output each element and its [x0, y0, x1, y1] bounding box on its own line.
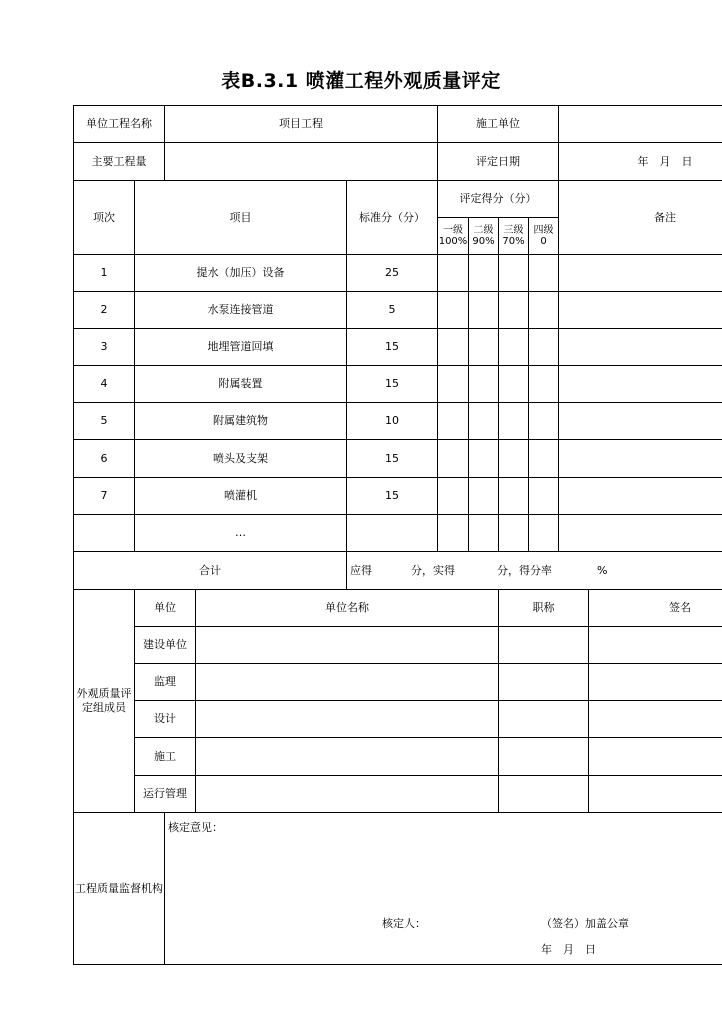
score-cell[interactable]: [438, 255, 469, 292]
table-row: [74, 292, 722, 329]
score-cell[interactable]: [438, 478, 469, 515]
committee-title-cell[interactable]: [499, 776, 589, 813]
approval-date-label: 年 月 日: [541, 943, 596, 956]
score-cell[interactable]: [499, 292, 529, 329]
score-cell[interactable]: [499, 329, 529, 366]
item-name: 水泵连接管道: [135, 292, 347, 329]
table-row: [74, 440, 722, 478]
item-name: 地埋管道回填: [135, 329, 347, 366]
committee-group-label: 外观质量评定组成员: [74, 590, 135, 813]
committee-title-cell[interactable]: [499, 701, 589, 738]
item-name: 喷头及支架: [135, 440, 347, 478]
total-percent-label: %: [597, 563, 608, 577]
committee-unit-name-cell[interactable]: [196, 738, 499, 776]
committee-row: [74, 664, 722, 701]
item-standard-score: 15: [347, 366, 438, 403]
committee-unit-header: 单位: [135, 590, 196, 627]
item-standard-score: 15: [347, 440, 438, 478]
score-cell[interactable]: [499, 255, 529, 292]
col-level2: 二级 90%: [469, 218, 499, 255]
eval-date-label: 评定日期: [438, 143, 559, 181]
unit-project-value[interactable]: 项目工程: [165, 106, 438, 143]
committee-signature-cell[interactable]: [589, 701, 722, 738]
committee-role: 建设单位: [135, 627, 196, 664]
score-cell[interactable]: [499, 403, 529, 440]
col-item-no: 项次: [74, 181, 135, 255]
score-cell[interactable]: [469, 403, 499, 440]
item-no: 2: [74, 292, 135, 329]
item-standard-score: 15: [347, 478, 438, 515]
score-cell[interactable]: [438, 329, 469, 366]
opinion-label: 核定意见：: [168, 821, 223, 834]
item-name: 提水（加压）设备: [135, 255, 347, 292]
table-row: [74, 366, 722, 403]
item-standard-score: 10: [347, 403, 438, 440]
score-cell[interactable]: [438, 366, 469, 403]
remark-cell[interactable]: [559, 478, 722, 515]
col-remark: 备注: [559, 181, 722, 255]
construction-unit-value[interactable]: [559, 106, 722, 143]
item-name: 附属装置: [135, 366, 347, 403]
col-level3: 三级 70%: [499, 218, 529, 255]
total-rate-label: 分，得分率: [497, 563, 552, 577]
committee-role: 设计: [135, 701, 196, 738]
score-cell[interactable]: [529, 255, 559, 292]
item-no: 5: [74, 403, 135, 440]
committee-title-cell[interactable]: [499, 627, 589, 664]
remark-cell[interactable]: [559, 255, 722, 292]
score-cell[interactable]: [469, 515, 499, 552]
col-standard: 标准分（分）: [347, 181, 438, 255]
table-row: [74, 329, 722, 366]
score-cell[interactable]: [438, 515, 469, 552]
committee-signature-header: 签名: [589, 590, 722, 627]
remark-cell[interactable]: [559, 515, 722, 552]
score-cell[interactable]: [469, 292, 499, 329]
committee-unit-name-cell[interactable]: [196, 664, 499, 701]
approver-label: 核定人：: [382, 917, 426, 930]
construction-unit-label: 施工单位: [438, 106, 559, 143]
committee-role: 施工: [135, 738, 196, 776]
item-name: 附属建筑物: [135, 403, 347, 440]
committee-role: 监理: [135, 664, 196, 701]
score-cell[interactable]: [469, 329, 499, 366]
item-name: …: [135, 515, 347, 552]
score-cell[interactable]: [499, 478, 529, 515]
total-row: [74, 552, 722, 590]
committee-title-cell[interactable]: [499, 738, 589, 776]
committee-title-cell[interactable]: [499, 664, 589, 701]
total-actual-label: 分，实得: [411, 563, 455, 577]
eval-date-value[interactable]: 年 月 日: [559, 143, 722, 181]
committee-signature-cell[interactable]: [589, 664, 722, 701]
remark-cell[interactable]: [559, 329, 722, 366]
committee-unit-name-cell[interactable]: [196, 776, 499, 813]
committee-title-header: 职称: [499, 590, 589, 627]
col-score: 评定得分（分）: [438, 181, 559, 218]
committee-row: [74, 776, 722, 813]
remark-cell[interactable]: [559, 366, 722, 403]
committee-unit-name-cell[interactable]: [196, 627, 499, 664]
remark-cell[interactable]: [559, 403, 722, 440]
item-no: 7: [74, 478, 135, 515]
supervision-opinion-cell[interactable]: [165, 813, 722, 965]
supervision-label: 工程质量监督机构: [74, 813, 165, 965]
score-cell[interactable]: [529, 292, 559, 329]
score-cell[interactable]: [438, 403, 469, 440]
page-title: 表B.3.1 喷灌工程外观质量评定: [221, 70, 501, 92]
item-name: 喷灌机: [135, 478, 347, 515]
col-level1: 一级 100%: [438, 218, 469, 255]
total-label: 合计: [74, 552, 347, 590]
score-cell[interactable]: [469, 440, 499, 478]
score-cell[interactable]: [529, 440, 559, 478]
item-standard-score: [347, 515, 438, 552]
committee-row: [74, 738, 722, 776]
quality-evaluation-table: [73, 105, 722, 965]
total-should-label: 应得: [350, 563, 372, 577]
score-cell[interactable]: [529, 329, 559, 366]
committee-unit-name-header: 单位名称: [196, 590, 499, 627]
item-standard-score: 5: [347, 292, 438, 329]
unit-project-label: 单位工程名称: [74, 106, 165, 143]
item-no: [74, 515, 135, 552]
committee-row: [74, 627, 722, 664]
item-no: 1: [74, 255, 135, 292]
score-cell[interactable]: [529, 366, 559, 403]
score-cell[interactable]: [438, 440, 469, 478]
seal-label: （签名）加盖公章: [541, 917, 629, 930]
score-cell[interactable]: [469, 478, 499, 515]
committee-signature-cell[interactable]: [589, 776, 722, 813]
table-row: [74, 403, 722, 440]
total-score-cell[interactable]: [347, 552, 722, 590]
remark-cell[interactable]: [559, 292, 722, 329]
item-no: 6: [74, 440, 135, 478]
score-cell[interactable]: [529, 478, 559, 515]
score-cell[interactable]: [438, 292, 469, 329]
score-cell[interactable]: [499, 440, 529, 478]
committee-row: [74, 701, 722, 738]
table-row: [74, 255, 722, 292]
table-row: [74, 515, 722, 552]
item-no: 3: [74, 329, 135, 366]
table-row: [74, 478, 722, 515]
committee-role: 运行管理: [135, 776, 196, 813]
committee-signature-cell[interactable]: [589, 627, 722, 664]
remark-cell[interactable]: [559, 440, 722, 478]
item-standard-score: 15: [347, 329, 438, 366]
score-cell[interactable]: [529, 515, 559, 552]
score-cell[interactable]: [529, 403, 559, 440]
col-item: 项目: [135, 181, 347, 255]
main-quantity-value[interactable]: [165, 143, 438, 181]
item-standard-score: 25: [347, 255, 438, 292]
score-cell[interactable]: [499, 515, 529, 552]
score-cell[interactable]: [469, 366, 499, 403]
col-level4: 四级 0: [529, 218, 559, 255]
committee-signature-cell[interactable]: [589, 738, 722, 776]
main-quantity-label: 主要工程量: [74, 143, 165, 181]
committee-unit-name-cell[interactable]: [196, 701, 499, 738]
score-cell[interactable]: [499, 366, 529, 403]
item-no: 4: [74, 366, 135, 403]
score-cell[interactable]: [469, 255, 499, 292]
